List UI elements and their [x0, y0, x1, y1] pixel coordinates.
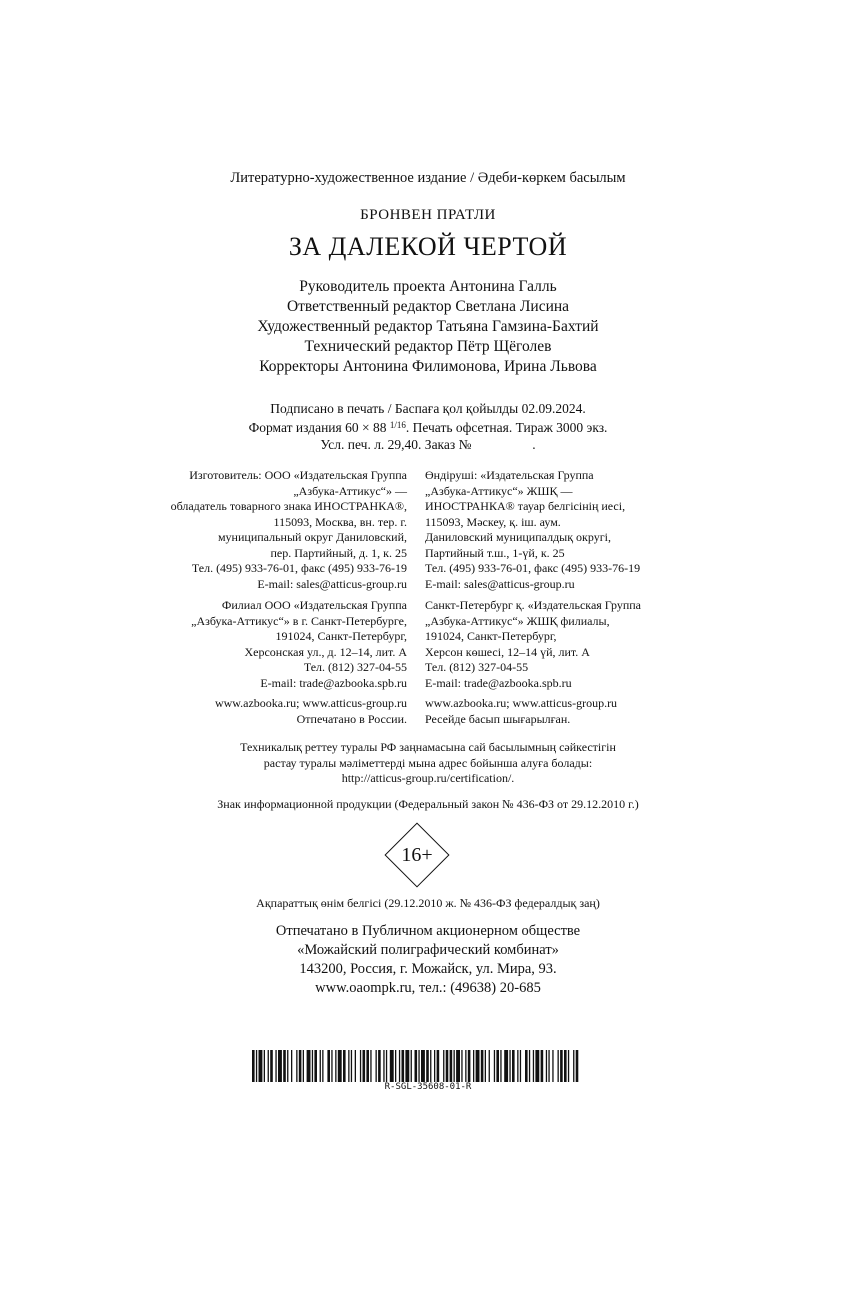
barcode-bar — [366, 1050, 369, 1082]
author-name: БРОНВЕН ПРАТЛИ — [360, 207, 496, 223]
barcode-bar — [363, 1050, 366, 1082]
barcode-bar — [535, 1050, 539, 1082]
text-line: муниципальный округ Даниловский, — [217, 530, 407, 544]
text-line: E-mail: sales@atticus-group.ru — [257, 576, 407, 591]
text-line: «Можайский полиграфический комбинат» — [297, 942, 559, 958]
barcode-bar — [512, 1050, 515, 1082]
barcode-bar — [434, 1050, 435, 1082]
barcode-bar — [312, 1050, 313, 1082]
info-sign-kz: Ақпараттық өнім белгісі (29.12.2010 ж. № 436-ФЗ федералдық заң) — [256, 896, 600, 910]
barcode-bar — [568, 1050, 569, 1082]
text-line: обладатель товарного знака ИНОСТРАНКА®, — [170, 499, 407, 513]
barcode-bar — [270, 1050, 273, 1082]
credit-line: Корректоры Антонина Филимонова, Ирина Львова — [259, 358, 597, 375]
barcode-bar — [399, 1050, 400, 1082]
barcode-bar — [268, 1050, 269, 1082]
barcode-bar — [360, 1050, 361, 1082]
barcode-bar — [291, 1050, 292, 1082]
text-line: „Азбука-Аттикус“» ЖШҚ — — [425, 483, 573, 498]
certification-url: http://atticus-group.ru/certification/. — [341, 771, 515, 785]
barcode-bar — [430, 1050, 431, 1082]
barcode-bar — [320, 1050, 321, 1082]
manufacturer-block-kz — [425, 468, 640, 592]
text-line: www.azbooka.ru; www.atticus-group.ru — [425, 696, 618, 710]
credit-line: Технический редактор Пётр Щёголев — [304, 338, 552, 355]
barcode-bar — [348, 1050, 349, 1082]
barcode-bar — [390, 1050, 394, 1082]
text-line: ИНОСТРАНКА® тауар белгісінің иесі, — [425, 499, 626, 513]
barcode-bar — [322, 1050, 323, 1082]
branch-block-kz — [425, 598, 641, 691]
text-line: пер. Партийный, д. 1, к. 25 — [270, 545, 407, 560]
barcode-bar — [335, 1050, 336, 1082]
format-fraction: 1/16 — [389, 420, 406, 430]
barcode-bar — [576, 1050, 579, 1082]
text-line: Тел. (495) 933-76-01, факс (495) 933-76-19 — [191, 561, 407, 575]
text-line: Техникалық реттеу туралы РФ заңнамасына сай басылымның сәйкестігін — [240, 740, 616, 754]
barcode-bar — [331, 1050, 332, 1082]
credit-line: Художественный редактор Татьяна Гамзина-Бахтий — [257, 318, 599, 335]
barcode-bar — [489, 1050, 490, 1082]
barcode-bar — [509, 1050, 510, 1082]
signed-line: Подписано в печать / Баспаға қол қойылды 02.09.2024. — [270, 401, 586, 416]
barcode-bar — [454, 1050, 455, 1082]
credit-line: Ответственный редактор Светлана Лисина — [286, 298, 570, 315]
text-line: Тел. (495) 933-76-01, факс (495) 933-76-19 — [425, 561, 641, 575]
barcode-bar — [338, 1050, 342, 1082]
barcode-bar — [560, 1050, 563, 1082]
text-line: 115093, Москва, вн. тер. г. — [273, 514, 407, 529]
text-line: www.oaompk.ru, тел.: (49638) 20-685 — [315, 980, 541, 996]
barcode-bar — [496, 1050, 499, 1082]
barcode-bar — [283, 1050, 286, 1082]
barcode-icon — [252, 1050, 580, 1082]
format-prefix: Формат издания 60 × 88 — [248, 420, 390, 435]
barcode-bar — [473, 1050, 474, 1082]
text-line: 143200, Россия, г. Можайск, ул. Мира, 93. — [299, 961, 557, 977]
barcode-bar — [303, 1050, 304, 1082]
web-block-ru — [215, 696, 407, 727]
barcode-bar — [411, 1050, 412, 1082]
barcode-bar — [376, 1050, 377, 1082]
barcode-bar — [541, 1050, 544, 1082]
text-line: E-mail: sales@atticus-group.ru — [425, 576, 575, 591]
barcode-bar — [504, 1050, 508, 1082]
barcode-bar — [402, 1050, 405, 1082]
barcode-bar — [529, 1050, 530, 1082]
barcode-bar — [481, 1050, 484, 1082]
text-line: Отпечатано в Публичном акционерном обществе — [275, 923, 581, 939]
barcode-bar — [264, 1050, 265, 1082]
barcode-bar — [418, 1050, 419, 1082]
text-line: E-mail: trade@azbooka.spb.ru — [260, 675, 407, 690]
barcode-bar — [386, 1050, 387, 1082]
barcode-bar — [252, 1050, 255, 1082]
barcode-bar — [327, 1050, 330, 1082]
barcode-bar — [299, 1050, 302, 1082]
text-line: Филиал ООО «Издательская Группа — [221, 598, 407, 612]
text-line: Изготовитель: ООО «Издательская Группа — [189, 468, 407, 482]
text-line: E-mail: trade@azbooka.spb.ru — [425, 675, 572, 690]
barcode-bar — [443, 1050, 444, 1082]
credits-block — [0, 277, 856, 377]
barcode-bar — [278, 1050, 282, 1082]
barcode-bar — [275, 1050, 276, 1082]
sheets-line: Усл. печ. л. 29,40. Заказ № . — [320, 437, 536, 452]
barcode-bar — [405, 1050, 409, 1082]
barcode-bar — [525, 1050, 528, 1082]
barcode-bar — [465, 1050, 466, 1082]
text-line: 191024, Санкт-Петербург, — [425, 629, 557, 643]
barcode-bar — [546, 1050, 547, 1082]
barcode-bar — [573, 1050, 574, 1082]
book-title: ЗА ДАЛЕКОЙ ЧЕРТОЙ — [288, 232, 568, 261]
barcode-bar — [548, 1050, 549, 1082]
barcode-bar — [552, 1050, 553, 1082]
barcode-bar — [533, 1050, 534, 1082]
barcode-bar — [437, 1050, 440, 1082]
barcode-bar — [564, 1050, 567, 1082]
text-line: Өндіруші: «Издательская Группа — [425, 468, 594, 482]
age-rating-badge — [382, 820, 452, 890]
text-line: Тел. (812) 327-04-55 — [303, 660, 407, 674]
printer-block — [0, 922, 856, 998]
text-line: 191024, Санкт-Петербург, — [275, 629, 407, 643]
barcode-bar — [456, 1050, 460, 1082]
barcode-bar — [351, 1050, 352, 1082]
barcode-bar — [494, 1050, 495, 1082]
text-line: Санкт-Петербург қ. «Издательская Группа — [425, 598, 641, 612]
barcode-bar — [355, 1050, 356, 1082]
text-line: www.azbooka.ru; www.atticus-group.ru — [214, 696, 407, 710]
barcode-bar — [343, 1050, 346, 1082]
text-line: Отпечатано в России. — [296, 711, 407, 726]
manufacturer-block-ru — [171, 468, 407, 592]
barcode-bar — [395, 1050, 396, 1082]
barcode-bar — [446, 1050, 449, 1082]
barcode-bar — [517, 1050, 518, 1082]
text-line: Партийный т.ш., 1-үй, к. 25 — [425, 545, 565, 560]
text-line: растау туралы мәліметтерді мына адрес бойынша алуға болады: — [263, 755, 593, 770]
barcode-bar — [450, 1050, 453, 1082]
text-line: Херсон көшесі, 12–14 үй, лит. А — [425, 644, 590, 659]
barcode-bar — [485, 1050, 486, 1082]
barcode-bar — [558, 1050, 559, 1082]
info-sign-law: Знак информационной продукции (Федеральный закон № 436-ФЗ от 29.12.2010 г.) — [217, 797, 639, 811]
credit-line: Руководитель проекта Антонина Галль — [299, 278, 557, 295]
barcode-bar — [314, 1050, 317, 1082]
text-line: Тел. (812) 327-04-55 — [425, 660, 529, 674]
barcode-bar — [461, 1050, 462, 1082]
barcode-bar — [383, 1050, 384, 1082]
barcode-bar — [259, 1050, 263, 1082]
barcode-bar — [296, 1050, 297, 1082]
barcode-code: R-SGL-35608-01-R — [384, 1082, 472, 1092]
text-line: Ресейде басып шығарылған. — [425, 711, 571, 726]
certification-block — [0, 740, 856, 787]
barcode-bar — [307, 1050, 311, 1082]
barcode-bar — [256, 1050, 257, 1082]
barcode-bar — [287, 1050, 288, 1082]
format-line — [0, 417, 856, 436]
barcode-bar — [468, 1050, 471, 1082]
text-line: Херсонская ул., д. 12–14, лит. А — [244, 644, 407, 659]
web-block-kz — [425, 696, 617, 727]
text-line: „Азбука-Аттикус“» — — [293, 483, 407, 498]
text-line: „Азбука-Аттикус“» в г. Санкт-Петербурге, — [191, 613, 407, 628]
barcode-bar — [476, 1050, 480, 1082]
text-line: 115093, Мәскеу, қ. іш. аум. — [425, 514, 561, 529]
age-rating-text: 16+ — [401, 844, 433, 866]
text-line: Даниловский муниципалдық округі, — [425, 530, 611, 544]
barcode-bar — [415, 1050, 418, 1082]
format-suffix: . Печать офсетная. Тираж 3000 экз. — [405, 420, 608, 435]
barcode-bar — [370, 1050, 371, 1082]
barcode-bar — [520, 1050, 521, 1082]
genre-line: Литературно-художественное издание / Әдеби-көркем басылым — [230, 170, 626, 186]
barcode-bar — [421, 1050, 425, 1082]
barcode-bar — [378, 1050, 381, 1082]
branch-block-ru — [191, 598, 407, 691]
print-info-block — [0, 400, 856, 453]
barcode-bar — [500, 1050, 501, 1082]
text-line: „Азбука-Аттикус“» ЖШҚ филиалы, — [425, 613, 610, 628]
barcode-bar — [426, 1050, 429, 1082]
